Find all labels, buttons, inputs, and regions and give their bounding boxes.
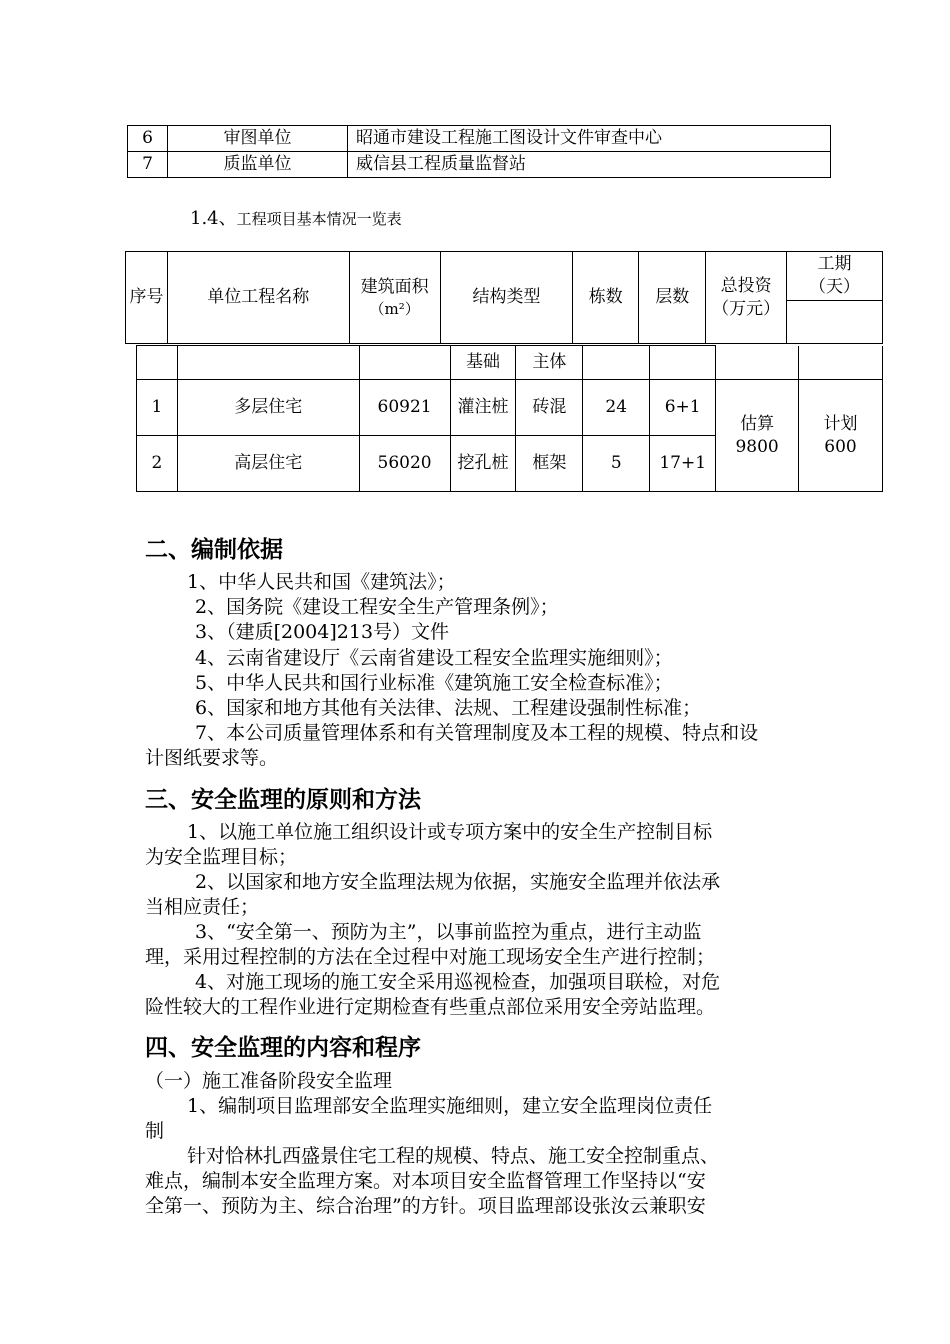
principle-line: 险性较大的工程作业进行定期检查有些重点部位采用安全旁站监理。 (145, 996, 716, 1018)
row-number: 1 (137, 380, 178, 436)
section-4-heading: 四、安全监理的内容和程序 (145, 1035, 421, 1061)
block-count: 24 (583, 380, 650, 436)
body-structure: 框架 (516, 436, 583, 492)
basis-item: 2、国务院《建设工程安全生产管理条例》； (195, 596, 559, 618)
building-area: 60921 (359, 380, 450, 436)
basis-item: 7、本公司质量管理体系和有关管理制度及本工程的规模、特点和设 (195, 722, 759, 744)
empty-cell (583, 346, 650, 380)
header-period-box (787, 252, 882, 301)
body-structure: 砖混 (516, 380, 583, 436)
building-area: 56020 (359, 436, 450, 492)
overview-table-body (136, 345, 883, 492)
empty-cell (177, 346, 359, 380)
header-area (349, 252, 440, 344)
empty-cell (650, 346, 716, 380)
header-investment-line1: 总投资 (720, 275, 772, 296)
header-structure: 结构类型 (440, 252, 573, 344)
header-period (787, 252, 883, 344)
unit-name: 威信县工程质量监督站 (348, 152, 831, 178)
investment-label: 估算 (740, 413, 775, 434)
content-line: 制 (145, 1120, 165, 1142)
header-investment-unit: （万元） (712, 298, 781, 319)
floor-count: 6+1 (650, 380, 716, 436)
principle-line: 理，采用过程控制的方法在全过程中对施工现场安全生产进行控制； (145, 946, 716, 968)
project-name: 高层住宅 (177, 436, 359, 492)
row-number: 2 (137, 436, 178, 492)
basis-item: 4、云南省建设厅《云南省建设工程安全监理实施细则》； (195, 647, 673, 669)
header-name: 单位工程名称 (167, 252, 349, 344)
principle-line: 4、对施工现场的施工安全采用巡视检查，加强项目联检，对危 (195, 971, 721, 993)
header-period-unit: （天） (809, 277, 861, 297)
investment-value: 9800 (735, 436, 779, 457)
row-number: 6 (128, 126, 168, 152)
principle-line: 3、“安全第一、预防为主”，以事前监控为重点，进行主动监 (195, 921, 702, 943)
row-number: 7 (128, 152, 168, 178)
section-3-heading: 三、安全监理的原则和方法 (145, 787, 421, 813)
construction-period (799, 380, 883, 492)
header-investment (706, 252, 787, 344)
content-line: 难点，编制本安全监理方案。对本项目安全监督管理工作坚持以“安 (145, 1170, 706, 1192)
table-row (128, 152, 831, 178)
content-line: 全第一、预防为主、综合治理”的方针。项目监理部设张汝云兼职安 (145, 1195, 706, 1217)
empty-cell (137, 346, 178, 380)
basis-item: 1、中华人民共和国《建筑法》； (187, 571, 456, 593)
header-foundation: 基础 (450, 346, 516, 380)
principle-line: 为安全监理目标； (145, 846, 298, 868)
header-floors: 层数 (639, 252, 706, 344)
basis-item: 3、（建质[2004]213号）文件 (195, 621, 450, 643)
table-row (128, 126, 831, 152)
content-line: 针对恰林扎西盛景住宅工程的规模、特点、施工安全控制重点、 (187, 1145, 720, 1167)
section-2-heading: 二、编制依据 (145, 537, 283, 563)
table-row (137, 346, 883, 380)
foundation-type: 挖孔桩 (450, 436, 516, 492)
header-area-line1: 建筑面积 (360, 276, 429, 297)
header-area-unit: （m²） (369, 299, 420, 318)
total-investment (716, 380, 799, 492)
empty-cell (359, 346, 450, 380)
principle-line: 1、以施工单位施工组织设计或专项方案中的安全生产控制目标 (187, 821, 713, 843)
block-count: 5 (583, 436, 650, 492)
header-period-line1: 工期 (817, 254, 852, 275)
content-line: 1、编制项目监理部安全监理实施细则，建立安全监理岗位责任 (187, 1095, 713, 1117)
section-1-4-title (190, 204, 402, 230)
subsection-heading: （一）施工准备阶段安全监理 (145, 1070, 393, 1092)
basis-item-continued: 计图纸要求等。 (145, 747, 279, 769)
empty-cell (716, 346, 799, 380)
period-label: 计划 (823, 413, 858, 434)
empty-cell (799, 346, 883, 380)
participants-table (127, 125, 831, 178)
section-number: 1.4、 (190, 208, 237, 229)
basis-item: 5、中华人民共和国行业标准《建筑施工安全检查标准》； (195, 672, 673, 694)
floor-count: 17+1 (650, 436, 716, 492)
section-title: 工程项目基本情况一览表 (236, 210, 402, 228)
period-value: 600 (824, 436, 857, 457)
header-no: 序号 (126, 252, 168, 344)
unit-role: 审图单位 (168, 126, 348, 152)
header-blocks: 栋数 (573, 252, 639, 344)
table-row (137, 380, 883, 436)
principle-line: 当相应责任； (145, 896, 260, 918)
basis-item: 6、国家和地方其他有关法律、法规、工程建设强制性标准； (195, 697, 702, 719)
foundation-type: 灌注桩 (450, 380, 516, 436)
header-body: 主体 (516, 346, 583, 380)
overview-table-header (125, 251, 883, 344)
unit-name: 昭通市建设工程施工图设计文件审查中心 (348, 126, 831, 152)
principle-line: 2、以国家和地方安全监理法规为依据，实施安全监理并依法承 (195, 871, 721, 893)
project-name: 多层住宅 (177, 380, 359, 436)
unit-role: 质监单位 (168, 152, 348, 178)
